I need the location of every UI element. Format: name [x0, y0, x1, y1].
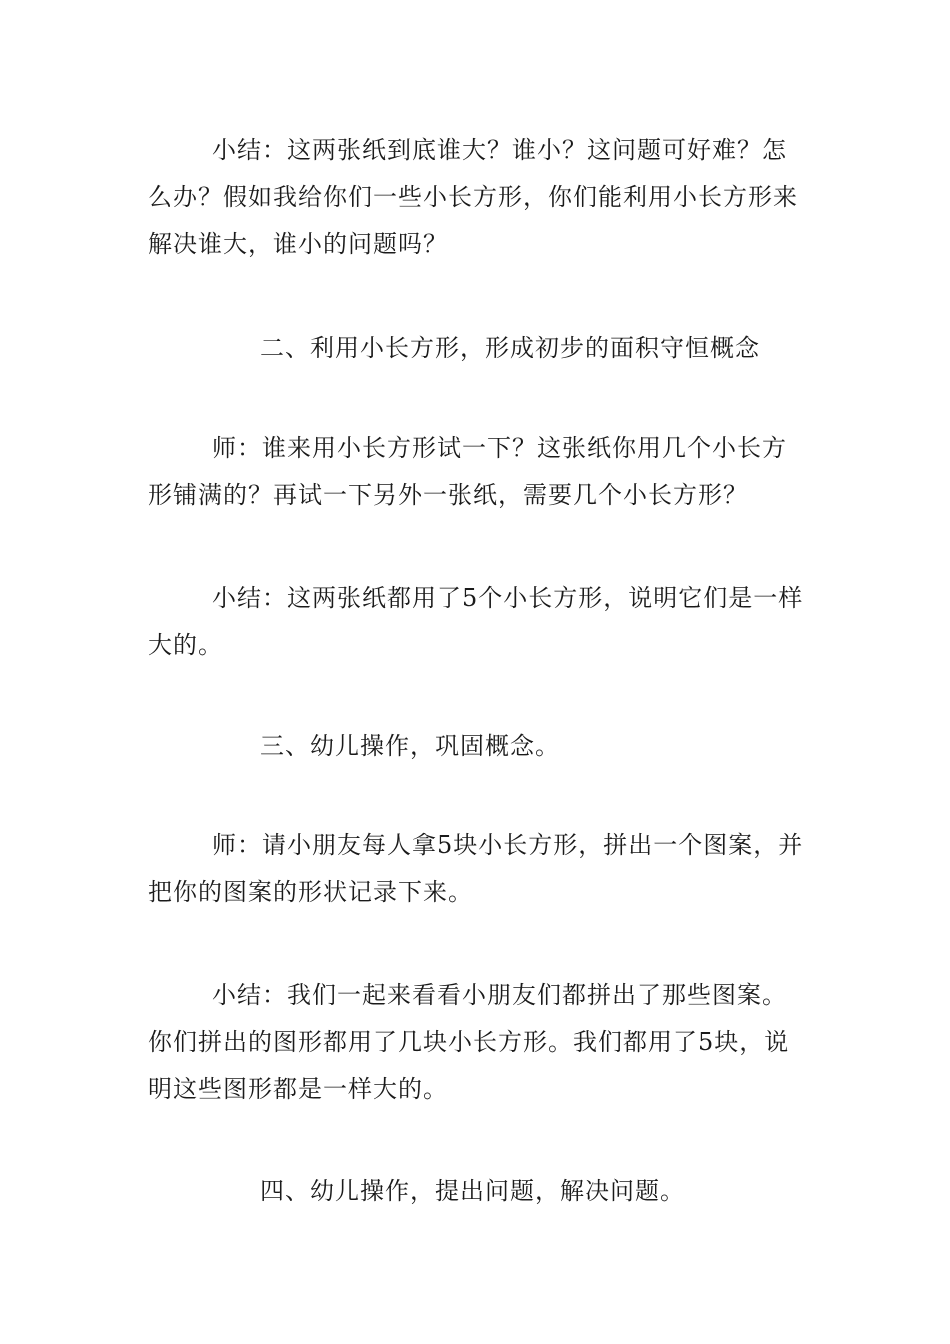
section-heading-3: 三、幼儿操作，巩固概念。 [260, 732, 560, 760]
paragraph-teacher-1: 师：谁来用小长方形试一下？这张纸你用几个小长方形铺满的？再试一下另外一张纸，需要几个小长方形？ [148, 434, 787, 509]
paragraph-summary-2: 小结：这两张纸都用了5个小长方形，说明它们是一样大的。 [148, 584, 804, 659]
paragraph-teacher-2: 师：请小朋友每人拿5块小长方形，拼出一个图案，并把你的图案的形状记录下来。 [148, 831, 804, 906]
section-heading-4: 四、幼儿操作，提出问题，解决问题。 [260, 1177, 685, 1205]
section-heading-2: 二、利用小长方形，形成初步的面积守恒概念 [260, 334, 760, 362]
paragraph-summary-1: 小结：这两张纸到底谁大？谁小？这问题可好难？怎么办？假如我给你们一些小长方形，你们能利用小长方形来解决谁大，谁小的问题吗？ [148, 136, 798, 258]
paragraph-summary-3: 小结：我们一起来看看小朋友们都拼出了那些图案。你们拼出的图形都用了几块小长方形。我们都用了5块，说明这些图形都是一样大的。 [148, 981, 790, 1103]
